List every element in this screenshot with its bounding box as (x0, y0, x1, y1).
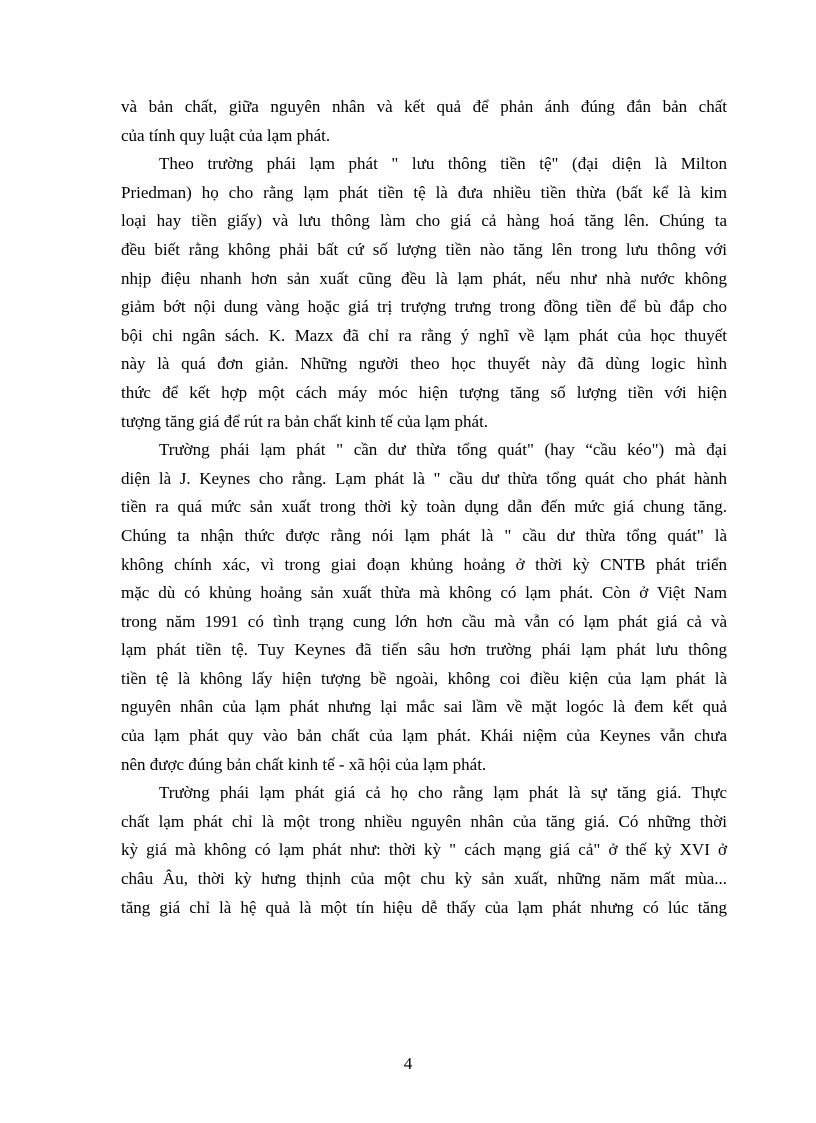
text-line: Trường phái lạm phát giá cả họ cho rằng lạm phát là sự tăng giá. Thực (159, 783, 727, 803)
text-line: không chính xác, vì trong giai đoạn khủng hoảng ở thời kỳ CNTB phát triển (121, 554, 727, 574)
paragraph-4 (121, 779, 727, 922)
text-line: tượng tăng giá để rút ra bản chất kinh tế của lạm phát. (121, 411, 489, 431)
text-line: tăng giá chỉ là hệ quả là một tín hiệu dễ thấy của lạm phát nhưng có lúc tăng (121, 897, 727, 917)
text-line: và bản chất, giữa nguyên nhân và kết quả để phản ánh đúng đắn bản chất (121, 97, 727, 116)
text-line: kỳ giá mà không có lạm phát như: thời kỳ " cách mạng giá cả" ở thế kỷ XVI ở (121, 840, 727, 860)
text-line: của tính quy luật của lạm phát. (121, 125, 331, 145)
text-line: của lạm phát quy vào bản chất của lạm phát. Khái niệm của Keynes vẫn chưa (121, 726, 727, 746)
text-line: nguyên nhân của lạm phát nhưng lại mắc sai lầm về mặt logóc là đem kết quả (121, 697, 727, 717)
text-line: Trường phái lạm phát " cần dư thừa tổng quát" (hay “cầu kéo") mà đại (159, 440, 727, 460)
text-line: mặc dù có khủng hoảng sản xuất thừa mà không có lạm phát. Còn ở Việt Nam (121, 583, 727, 603)
text-line: tiền tệ là không lấy hiện tượng bề ngoài, không coi điều kiện của lạm phát là (121, 668, 727, 688)
text-line: Chúng ta nhận thức được rằng nói lạm phát là " cầu dư thừa tổng quát" là (121, 525, 727, 545)
text-line: nhịp điệu nhanh hơn sản xuất cũng đều là lạm phát, nếu như nhà nước không (121, 268, 727, 288)
text-line: bội chi ngân sách. K. Mazx đã chỉ ra rằng ý nghĩ về lạm phát của học thuyết (121, 325, 727, 345)
text-line: lạm phát tiền tệ. Tuy Keynes đã tiến sâu hơn trường phái lạm phát lưu thông (121, 640, 727, 660)
text-line: này là quá đơn giản. Những người theo học thuyết này đã dùng logic hình (121, 354, 727, 374)
text-line: Theo trường phái lạm phát " lưu thông tiền tệ" (đại diện là Milton (159, 154, 727, 174)
document-body (121, 93, 727, 922)
text-line: tiền ra quá mức sản xuất trong thời kỳ toàn dụng dẫn đến mức giá chung tăng. (121, 497, 727, 517)
text-line: đều biết rằng không phải bất cứ số lượng tiền nào tăng lên trong lưu thông với (121, 239, 727, 259)
text-line: chất lạm phát chỉ là một trong nhiều nguyên nhân của tăng giá. Có những thời (121, 811, 727, 831)
text-line: nên được đúng bản chất kinh tế - xã hội của lạm phát. (121, 754, 487, 774)
text-line: châu Âu, thời kỳ hưng thịnh của một chu kỳ sản xuất, những năm mất mùa... (121, 869, 727, 889)
text-line: trong năm 1991 có tình trạng cung lớn hơn cầu mà vẫn có lạm phát giá cả và (121, 611, 727, 631)
text-line: thức để kết hợp một cách máy móc hiện tượng tăng số lượng tiền với hiện (121, 382, 727, 402)
paragraph-3 (121, 436, 727, 779)
paragraph-1 (121, 93, 727, 150)
paragraph-2 (121, 150, 727, 436)
text-line: diện là J. Keynes cho rằng. Lạm phát là " cầu dư thừa tổng quát cho phát hành (121, 468, 727, 488)
text-line: Priedman) họ cho rằng lạm phát tiền tệ là đưa nhiều tiền thừa (bất kể là kim (121, 182, 727, 202)
text-line: giảm bớt nội dung vàng hoặc giá trị trượng trưng trong đồng tiền để bù đắp cho (121, 297, 727, 317)
page-number: 4 (403, 1054, 413, 1073)
text-line: loại hay tiền giấy) và lưu thông làm cho giá cả hàng hoá tăng lên. Chúng ta (121, 211, 727, 231)
